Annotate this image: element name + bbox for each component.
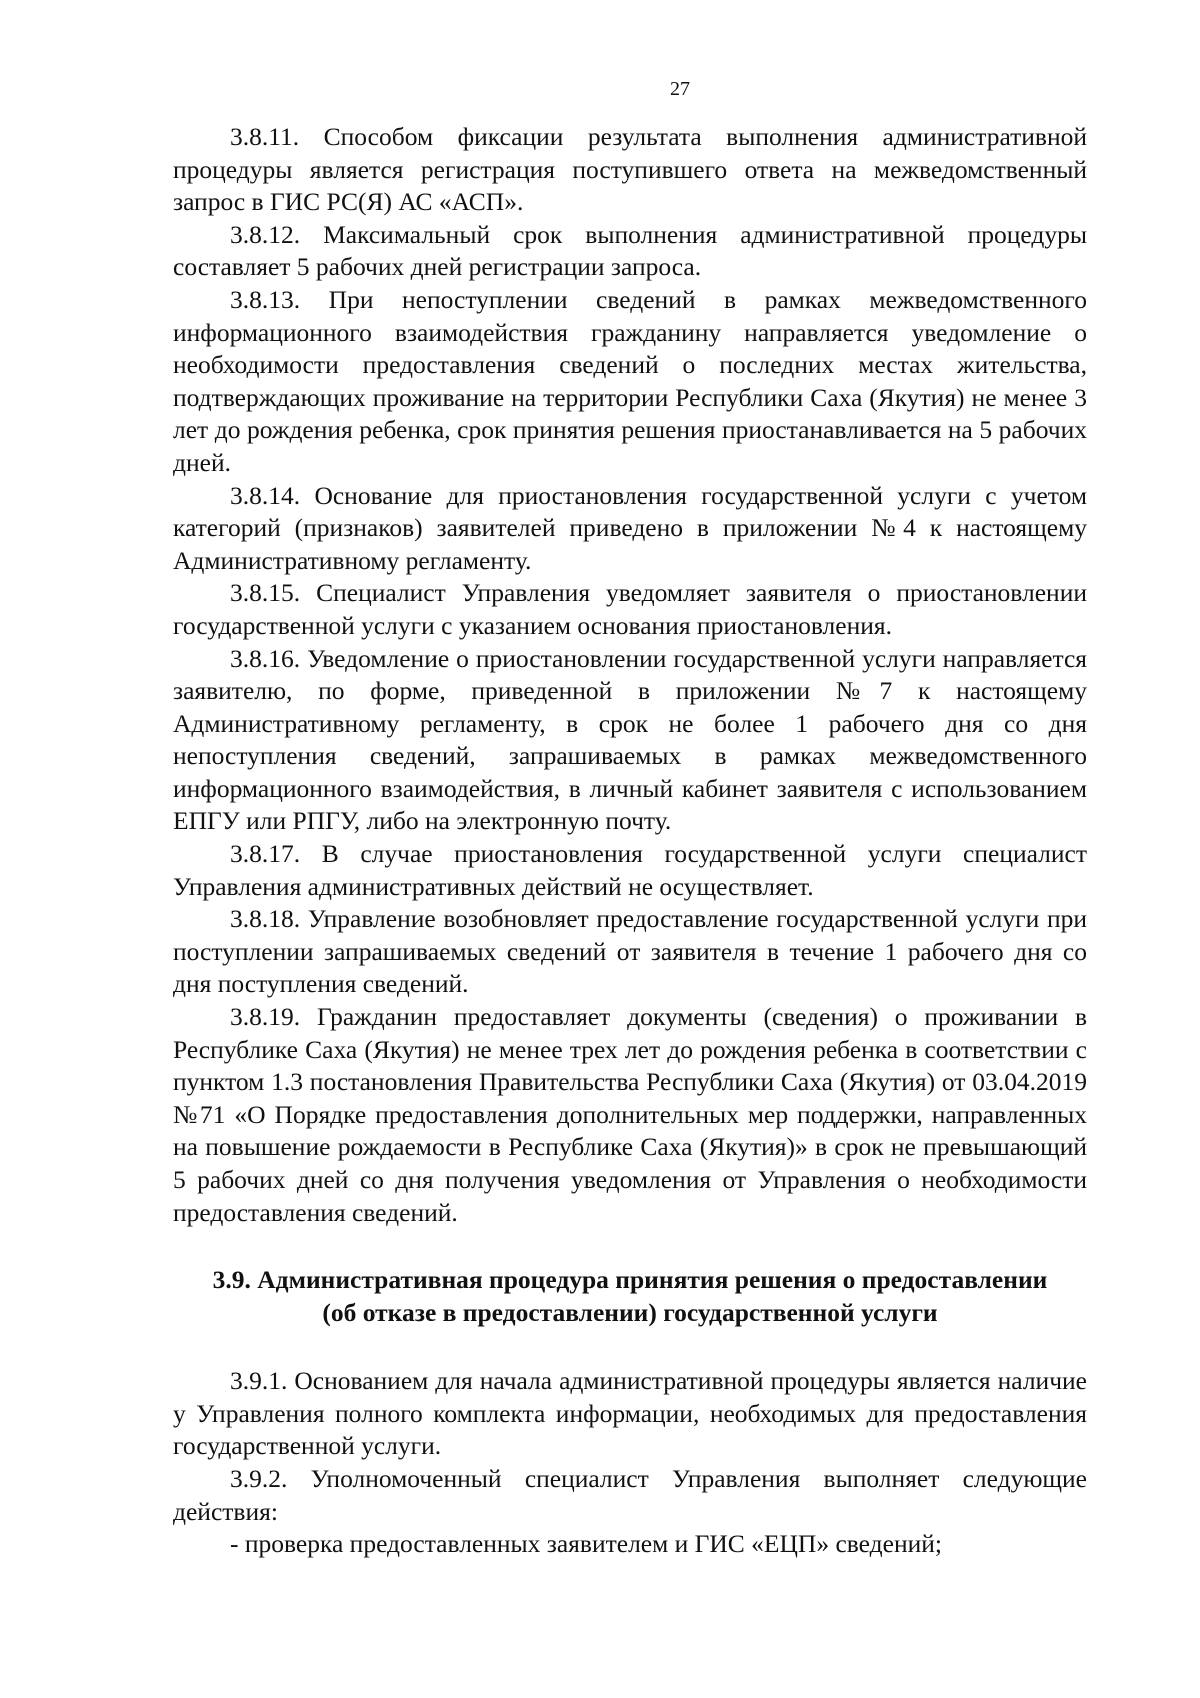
paragraph-3-8-11: 3.8.11. Способом фиксации результата выполнения административной процедуры является регистрация поступившего ответа на межведомственный запрос в ГИС РС(Я) АС «АСП». — [173, 122, 1087, 217]
paragraph-3-8-16: 3.8.16. Уведомление о приостановлении государственной услуги направляется заявителю, по форме, приведенной в приложении №7 к настоящему Административному регламенту, в срок не более 1 рабочего дня со дня непоступления сведений, запрашиваемых в рамках межведомственного информационного взаимодействия, в личный кабинет заявителя с использованием ЕПГУ или РПГУ, либо на электронную почту. — [173, 643, 1087, 836]
paragraph-3-8-18: 3.8.18. Управление возобновляет предоставление государственной услуги при поступлении запрашиваемых сведений от заявителя в течение 1 рабочего дня со дня поступления сведений. — [173, 904, 1087, 999]
paragraph-3-9-2: 3.9.2. Уполномоченный специалист Управления выполняет следующие действия: — [173, 1463, 1087, 1526]
section-heading-3-9 — [173, 1263, 1087, 1329]
paragraph-3-8-15: 3.8.15. Специалист Управления уведомляет заявителя о приостановлении государственной услуги с указанием основания приостановления. — [173, 578, 1087, 640]
document-body — [173, 121, 1087, 1561]
section-heading-line-1: 3.9. Административная процедура принятия решения о предоставлении — [212, 1265, 1048, 1295]
paragraph-3-8-12: 3.8.12. Максимальный срок выполнения административной процедуры составляет 5 рабочих дней регистрации запроса. — [173, 219, 1087, 282]
page-number: 27 — [670, 78, 690, 100]
paragraph-3-9-1: 3.9.1. Основанием для начала административной процедуры является наличие у Управления полного комплекта информации, необходимых для предоставления государственной услуги. — [173, 1366, 1087, 1461]
paragraph-3-8-19: 3.8.19. Гражданин предоставляет документы (сведения) о проживании в Республике Саха (Якутия) не менее трех лет до рождения ребенка в соответствии с пунктом 1.3 постановления Правительства Республики Саха (Якутия) от 03.04.2019 №71 «О Порядке предоставления дополнительных мер поддержки, направленных на повышение рождаемости в Республике Саха (Якутия)» в срок не превышающий 5 рабочих дней со дня получения уведомления от Управления о необходимости предоставления сведений. — [173, 1002, 1087, 1227]
paragraph-3-8-17: 3.8.17. В случае приостановления государственной услуги специалист Управления административных действий не осуществляет. — [173, 839, 1087, 901]
paragraph-3-8-14: 3.8.14. Основание для приостановления государственной услуги с учетом категорий (признаков) заявителей приведено в приложении №4 к настоящему Административному регламенту. — [173, 480, 1087, 575]
paragraph-3-8-13: 3.8.13. При непоступлении сведений в рамках межведомственного информационного взаимодействия гражданину направляется уведомление о необходимости предоставления сведений о последних местах жительства, подтверждающих проживание на территории Республики Саха (Якутия) не менее 3 лет до рождения ребенка, срок принятия решения приостанавливается на 5 рабочих дней. — [173, 284, 1087, 477]
section-heading-line-2: (об отказе в предоставлении) государственной услуги — [322, 1298, 938, 1328]
list-item: - проверка предоставленных заявителем и ГИС «ЕЦП» сведений; — [230, 1529, 942, 1559]
